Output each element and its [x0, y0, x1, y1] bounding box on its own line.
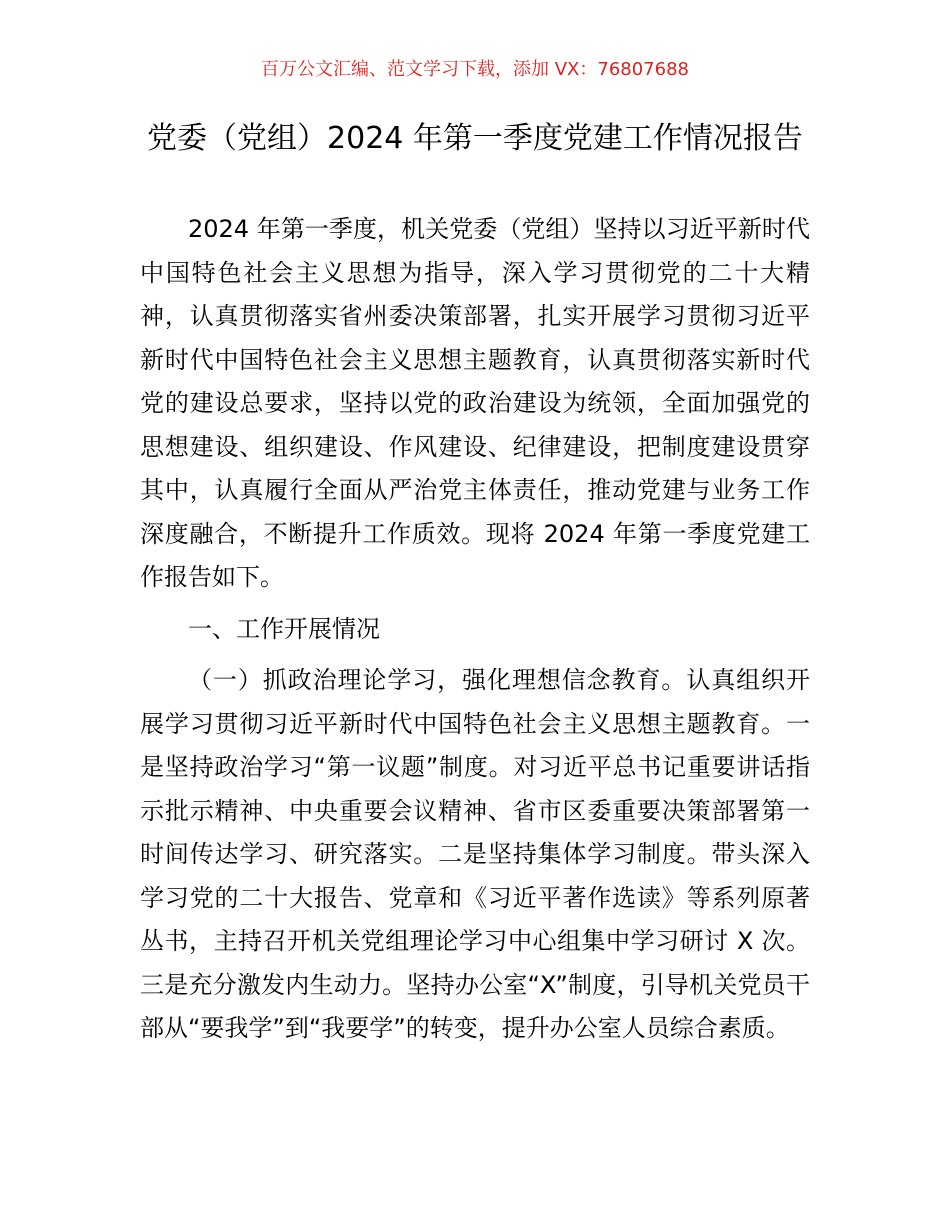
section-paragraph: （一）抓政治理论学习，强化理想信念教育。认真组织开展学习贯彻习近平新时代中国特色社会主义思想主题教育。一是坚持政治学习“第一议题”制度。对习近平总书记重要讲话指示批示精神、中央重要会议精神、省市区委重要决策部署第一时间传达学习、研究落实。二是坚持集体学习制度。带头深入学习党的二十大报告、党章和《习近平著作选读》等系列原著丛书，主持召开机关党组理论学习中心组集中学习研讨 X 次。三是充分激发内生动力。坚持办公室“X”制度，引导机关党员干部从“要我学”到“我要学”的转变，提升办公室人员综合素质。	[140, 666, 810, 1042]
header-promo-note: 百万公文汇编、范文学习下载，添加 VX：76807688	[261, 59, 689, 80]
document-title: 党委（党组）2024 年第一季度党建工作情况报告	[147, 121, 803, 156]
intro-paragraph: 2024 年第一季度，机关党委（党组）坚持以习近平新时代中国特色社会主义思想为指导，深入学习贯彻党的二十大精神，认真贯彻落实省州委决策部署，扎实开展学习贯彻习近平新时代中国特色社会主义思想主题教育，认真贯彻落实新时代党的建设总要求，坚持以党的政治建设为统领，全面加强党的思想建设、组织建设、作风建设、纪律建设，把制度建设贯穿其中，认真履行全面从严治党主体责任，推动党建与业务工作深度融合，不断提升工作质效。现将 2024 年第一季度党建工作报告如下。	[140, 215, 810, 591]
section-heading: 一、工作开展情况	[188, 614, 380, 643]
document-body	[140, 208, 810, 1055]
